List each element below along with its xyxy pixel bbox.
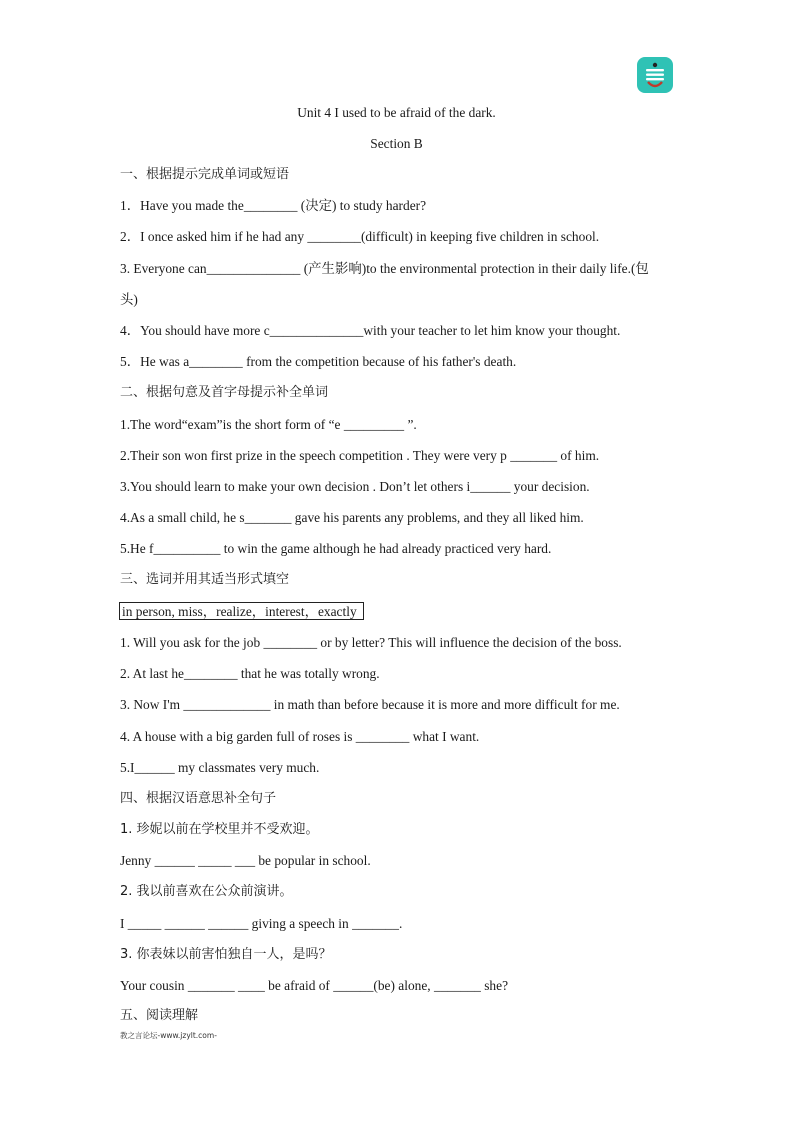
part1-item-4: 4．You should have more c______________with your teacher to let him know your thought. [120, 323, 621, 338]
section-label: Section B [370, 136, 423, 151]
part2-item-5: 5.He f__________ to win the game although he had already practiced very hard. [120, 541, 552, 556]
site-logo-icon [637, 57, 673, 93]
part4-heading: 四、根据汉语意思补全句子 [120, 791, 277, 806]
part1-item-2: 2．I once asked him if he had any ________(difficult) in keeping five children in school. [120, 229, 600, 244]
part1-item-3: 3. Everyone can______________ (产生影响)to the environmental protection in their daily life.(包 [120, 261, 649, 276]
footer-source: 教之言论坛-www.jzylt.com- [120, 1031, 217, 1040]
part3-item-2: 2. At last he________ that he was totally wrong. [120, 666, 380, 681]
part4-item-3-en: Your cousin _______ ____ be afraid of ______(be) alone, _______ she? [120, 978, 509, 993]
part3-item-3: 3. Now I'm _____________ in math than before because it is more and more difficult for me. [120, 697, 620, 712]
part4-item-1-cn: 1. 珍妮以前在学校里并不受欢迎。 [120, 822, 319, 837]
part1-item-5: 5．He was a________ from the competition because of his father's death. [120, 354, 517, 369]
part2-heading: 二、根据句意及首字母提示补全单词 [120, 385, 329, 400]
part3-item-4: 4. A house with a big garden full of roses is ________ what I want. [120, 729, 480, 744]
word-bank-text: in person, miss，realize，interest，exactly [122, 604, 357, 619]
part2-item-2: 2.Their son won first prize in the speech competition . They were very p _______ of him. [120, 448, 600, 463]
part5-heading: 五、阅读理解 [120, 1008, 199, 1023]
part1-item-1: 1．Have you made the________ (决定) to study harder? [120, 198, 427, 213]
part3-heading: 三、选词并用其适当形式填空 [120, 572, 290, 587]
part1-item-3-cont: 头) [120, 292, 138, 307]
part3-item-5: 5.I______ my classmates very much. [120, 760, 320, 775]
part4-item-1-en: Jenny ______ _____ ___ be popular in school. [120, 853, 371, 868]
part2-item-4: 4.As a small child, he s_______ gave his parents any problems, and they all liked him. [120, 510, 584, 525]
doc-title: Unit 4 I used to be afraid of the dark. [297, 105, 496, 120]
part4-item-3-cn: 3. 你表妹以前害怕独自一人，是吗？ [120, 947, 332, 962]
part1-heading: 一、根据提示完成单词或短语 [120, 167, 290, 182]
part2-item-3: 3.You should learn to make your own decision . Don’t let others i______ your decision. [120, 479, 590, 494]
part3-item-1: 1. Will you ask for the job ________ or by letter? This will influence the decision of the boss. [120, 635, 622, 650]
word-bank-box [119, 602, 364, 620]
part2-item-1: 1.The word“exam”is the short form of “e _________ ”. [120, 417, 417, 432]
part4-item-2-en: I _____ ______ ______ giving a speech in _______. [120, 916, 403, 931]
part4-item-2-cn: 2. 我以前喜欢在公众前演讲。 [120, 884, 293, 899]
